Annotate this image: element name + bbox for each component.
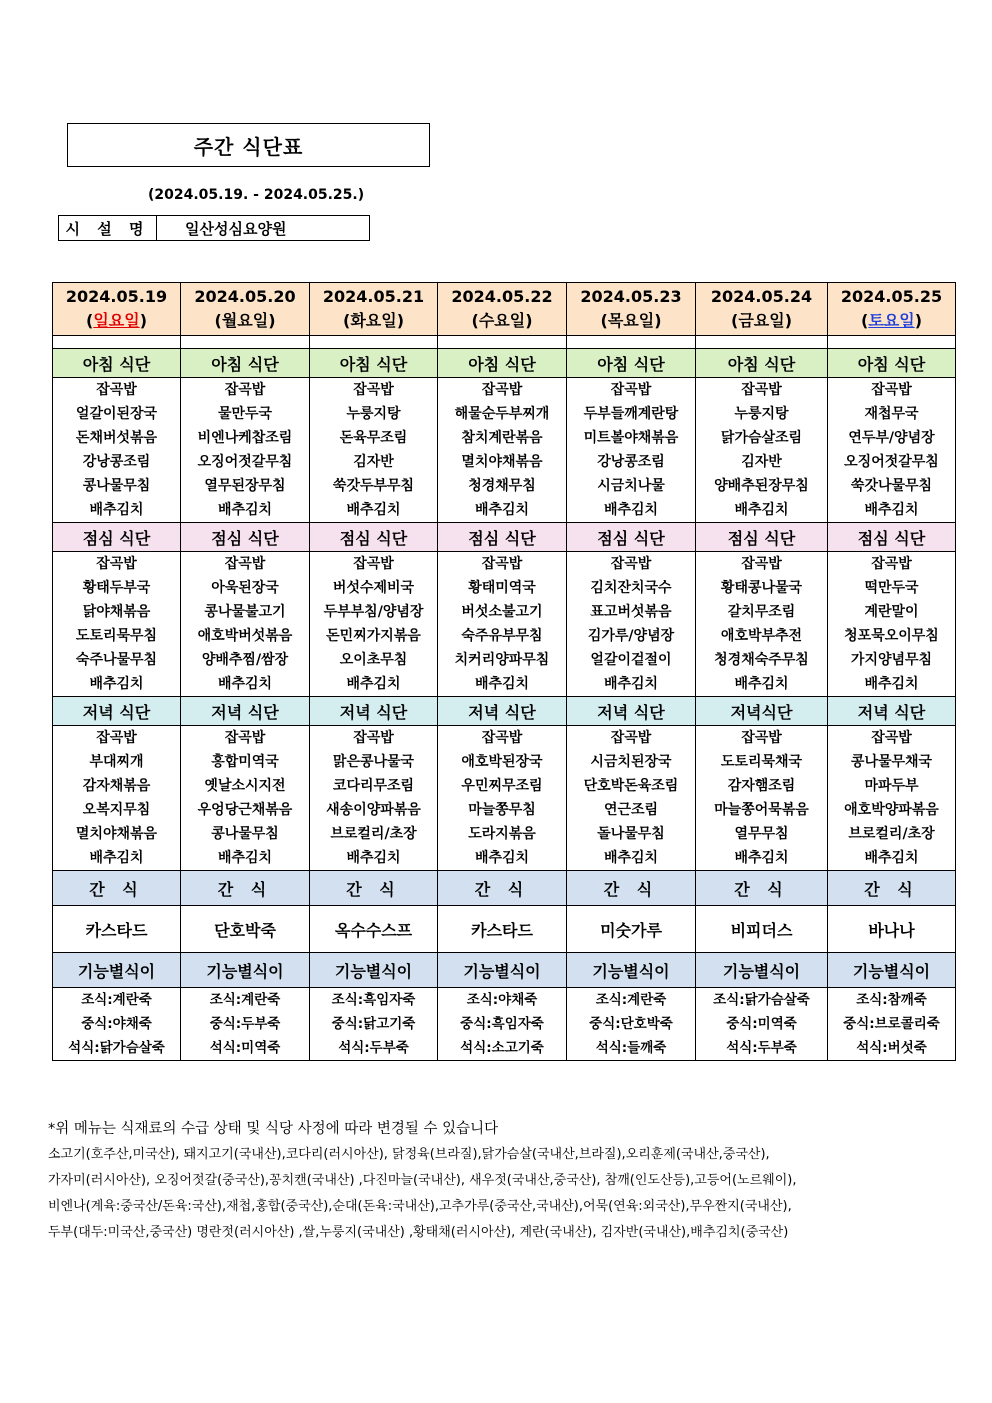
weekday-name: 목요일 [607, 311, 655, 330]
menu-item: 잡곡밥 [353, 730, 394, 746]
menu-item: 배추김치 [217, 850, 273, 866]
dinner-header: 저녁 식단 [181, 697, 310, 726]
lunch-header: 점심 식단 [696, 523, 828, 552]
notes-line: 가자미(러시아산), 오징어젓갈(중국산),꽁치캔(국내산) ,다진마늘(국내산), 새우젓(국내산,중국산), 참깨(인도산등),고등어(노르웨이), [48, 1173, 797, 1188]
menu-item: 배추김치 [603, 676, 659, 692]
weekday-name: 월요일 [221, 311, 269, 330]
menu-item: 비엔나케찹조림 [197, 430, 293, 446]
functional-header: 기능별식이 [438, 953, 567, 988]
breakfast-cell [438, 378, 567, 523]
page-title: 주간 식단표 [67, 123, 430, 167]
menu-item: 누룽지탕 [734, 406, 789, 422]
breakfast-cell [310, 378, 438, 523]
spacer-cell [696, 336, 828, 349]
menu-item: 배추김치 [734, 676, 789, 692]
menu-item: 표고버섯볶음 [590, 604, 672, 620]
menu-item: 배추김치 [89, 676, 144, 692]
lunch-header-row [53, 523, 956, 552]
snack-header: 간 식 [53, 871, 181, 906]
snack-header: 간 식 [696, 871, 828, 906]
functional-header: 기능별식이 [53, 953, 181, 988]
menu-item: 떡만두국 [864, 580, 919, 596]
menu-item: 닭가슴살조림 [720, 430, 803, 446]
snack-header: 간 식 [310, 871, 438, 906]
menu-item: 가지양념무침 [850, 652, 933, 668]
menu-item: 잡곡밥 [224, 556, 266, 572]
dinner-cell [828, 726, 956, 871]
menu-item: 잡곡밥 [481, 556, 523, 572]
breakfast-cell [181, 378, 310, 523]
dinner-header-row [53, 697, 956, 726]
menu-item: 돈육무조림 [339, 430, 408, 446]
dinner-header: 저녁 식단 [567, 697, 696, 726]
snack-header: 간 식 [567, 871, 696, 906]
weekday-text: (목요일) [600, 311, 662, 330]
weekday-text: (금요일) [731, 311, 792, 330]
dinner-header: 저녁 식단 [828, 697, 956, 726]
menu-item: 콩나물불고기 [204, 604, 286, 620]
menu-item: 숙주나물무침 [75, 652, 158, 668]
functional-header: 기능별식이 [310, 953, 438, 988]
snack-row [53, 906, 956, 953]
menu-item: 숙주유부무침 [461, 628, 543, 644]
menu-item: 잡곡밥 [353, 556, 394, 572]
breakfast-cell [696, 378, 828, 523]
menu-item: 배추김치 [603, 502, 659, 518]
menu-item: 배추김치 [864, 850, 919, 866]
functional-item: 중식:미역죽 [726, 1016, 797, 1032]
snack-item: 카스타드 [53, 906, 181, 953]
menu-item: 갈치무조림 [727, 604, 796, 620]
spacer-cell [310, 336, 438, 349]
snack-item: 옥수수스프 [310, 906, 438, 953]
date-row [53, 283, 956, 336]
date-cell [696, 283, 828, 336]
weekday-text: (일요일) [86, 311, 147, 330]
menu-item: 잡곡밥 [224, 730, 266, 746]
menu-item: 김가루/양념장 [587, 628, 675, 644]
date-text: 2024.05.21 [322, 287, 425, 306]
menu-item: 잡곡밥 [871, 556, 912, 572]
functional-item: 중식:야채죽 [81, 1016, 152, 1032]
menu-item: 돈민찌가지볶음 [326, 628, 421, 644]
lunch-cell [181, 552, 310, 697]
dinner-header: 저녁식단 [696, 697, 828, 726]
menu-item: 애호박된장국 [461, 754, 543, 770]
menu-item: 오복지무침 [82, 802, 151, 818]
lunch-cell [53, 552, 181, 697]
spacer-row [53, 336, 956, 349]
facility-value: 일산성심요양원 [185, 219, 287, 238]
menu-item: 버섯소불고기 [461, 604, 543, 620]
menu-item: 해물순두부찌개 [454, 406, 550, 422]
menu-item: 우엉당근채볶음 [197, 802, 293, 818]
functional-item: 중식:두부죽 [209, 1016, 281, 1032]
lunch-header: 점심 식단 [53, 523, 181, 552]
functional-cell [438, 988, 567, 1061]
functional-item: 조식:참깨죽 [856, 992, 927, 1008]
breakfast-header: 아침 식단 [828, 349, 956, 378]
breakfast-items-row [53, 378, 956, 523]
facility-box [58, 215, 370, 241]
menu-item: 잡곡밥 [224, 382, 266, 398]
functional-item: 석식:버섯죽 [856, 1040, 927, 1056]
lunch-items-row [53, 552, 956, 697]
menu-item: 홍합미역국 [211, 754, 279, 770]
snack-header: 간 식 [181, 871, 310, 906]
menu-item: 도토리묵무침 [75, 628, 158, 644]
meal-table [52, 282, 956, 1061]
menu-item: 쑥갓나물무침 [850, 478, 933, 494]
snack-item: 비피더스 [696, 906, 828, 953]
dinner-header: 저녁 식단 [438, 697, 567, 726]
menu-item: 잡곡밥 [353, 382, 394, 398]
lunch-header: 점심 식단 [438, 523, 567, 552]
menu-item: 잡곡밥 [610, 556, 652, 572]
notes-line: 비엔나(계육:중국산/돈육:국산),재첩,홍합(중국산),순대(돈육:국내산),고추가루(중국산,국내산),어묵(연육:외국산),무우짠지(국내산), [48, 1199, 792, 1214]
lunch-cell [696, 552, 828, 697]
snack-item: 바나나 [828, 906, 956, 953]
menu-item: 새송이양파볶음 [326, 802, 421, 818]
date-text: 2024.05.22 [451, 287, 553, 306]
menu-item: 청경채숙주무침 [714, 652, 809, 668]
snack-header-row [53, 871, 956, 906]
menu-item: 두부들깨계란탕 [583, 406, 679, 422]
functional-item: 조식:야채죽 [466, 992, 538, 1008]
lunch-cell [438, 552, 567, 697]
menu-item: 배추김치 [474, 502, 530, 518]
menu-item: 아욱된장국 [211, 580, 279, 596]
menu-item: 강낭콩조림 [597, 454, 665, 470]
lunch-cell [567, 552, 696, 697]
menu-item: 시금치나물 [597, 478, 665, 494]
menu-item: 김치잔치국수 [590, 580, 672, 596]
menu-item: 마파두부 [864, 778, 919, 794]
menu-item: 김자반 [353, 454, 394, 470]
menu-item: 콩나물무침 [82, 478, 151, 494]
functional-item: 석식:미역죽 [209, 1040, 281, 1056]
menu-item: 멸치야채볶음 [461, 454, 543, 470]
menu-item: 배추김치 [864, 676, 919, 692]
breakfast-header-row [53, 349, 956, 378]
menu-item: 배추김치 [346, 850, 401, 866]
menu-item: 배추김치 [603, 850, 659, 866]
spacer-cell [53, 336, 181, 349]
menu-item: 김자반 [741, 454, 782, 470]
menu-item: 애호박양파볶음 [844, 802, 939, 818]
menu-item: 열무무침 [734, 826, 789, 842]
menu-item: 닭야채볶음 [82, 604, 151, 620]
date-text: 2024.05.24 [710, 287, 813, 306]
dinner-cell [438, 726, 567, 871]
menu-item: 콩나물무채국 [850, 754, 933, 770]
menu-item: 계란말이 [864, 604, 919, 620]
menu-item: 브로컬리/초장 [848, 826, 935, 842]
lunch-header: 점심 식단 [828, 523, 956, 552]
functional-item: 석식:들깨죽 [595, 1040, 667, 1056]
menu-item: 배추김치 [217, 502, 273, 518]
menu-item: 얼갈이된장국 [75, 406, 158, 422]
facility-label: 시 설 명 [59, 216, 157, 240]
menu-item: 오징어젓갈무침 [844, 454, 939, 470]
menu-item: 배추김치 [474, 676, 530, 692]
breakfast-header: 아침 식단 [567, 349, 696, 378]
functional-item: 중식:닭고기죽 [331, 1016, 416, 1032]
functional-header: 기능별식이 [828, 953, 956, 988]
menu-item: 마늘쫑어묵볶음 [714, 802, 809, 818]
menu-item: 오이초무침 [339, 652, 408, 668]
menu-item: 강낭콩조림 [82, 454, 151, 470]
menu-item: 황태콩나물국 [720, 580, 803, 596]
dinner-items-row [53, 726, 956, 871]
dinner-cell [53, 726, 181, 871]
weekday-name: 수요일 [478, 311, 526, 330]
date-cell [438, 283, 567, 336]
menu-item: 양배추찜/쌈장 [201, 652, 289, 668]
menu-item: 브로컬리/초장 [330, 826, 417, 842]
menu-item: 황태미역국 [468, 580, 536, 596]
menu-item: 배추김치 [89, 502, 144, 518]
menu-item: 잡곡밥 [871, 730, 912, 746]
date-text: 2024.05.20 [194, 287, 296, 306]
breakfast-header: 아침 식단 [696, 349, 828, 378]
functional-header: 기능별식이 [181, 953, 310, 988]
functional-cell [696, 988, 828, 1061]
date-text: 2024.05.19 [65, 287, 168, 306]
functional-item: 중식:브로콜리죽 [843, 1016, 940, 1032]
spacer-cell [438, 336, 567, 349]
menu-item: 단호박돈육조림 [583, 778, 679, 794]
breakfast-cell [567, 378, 696, 523]
functional-item: 중식:단호박죽 [589, 1016, 673, 1032]
weekday-text: (수요일) [471, 311, 533, 330]
menu-item: 배추김치 [346, 502, 401, 518]
menu-item: 열무된장무침 [204, 478, 286, 494]
weekday-text: (화요일) [343, 311, 404, 330]
menu-item: 황태두부국 [82, 580, 151, 596]
lunch-header: 점심 식단 [181, 523, 310, 552]
functional-item: 조식:흑임자죽 [331, 992, 416, 1008]
menu-item: 코다리무조림 [332, 778, 415, 794]
menu-item: 콩나물무침 [211, 826, 279, 842]
menu-item: 멸치야채볶음 [75, 826, 158, 842]
menu-item: 애호박버섯볶음 [197, 628, 293, 644]
lunch-cell [310, 552, 438, 697]
dinner-cell [181, 726, 310, 871]
menu-item: 마늘쫑무침 [468, 802, 536, 818]
breakfast-cell [53, 378, 181, 523]
date-cell [310, 283, 438, 336]
lunch-header: 점심 식단 [567, 523, 696, 552]
date-cell [567, 283, 696, 336]
menu-item: 두부부침/양념장 [323, 604, 424, 620]
menu-item: 누룽지탕 [346, 406, 401, 422]
date-cell [53, 283, 181, 336]
menu-item: 부대찌개 [89, 754, 144, 770]
menu-item: 배추김치 [217, 676, 273, 692]
menu-item: 오징어젓갈무침 [197, 454, 293, 470]
menu-item: 맑은콩나물국 [332, 754, 415, 770]
menu-item: 옛날소시지전 [204, 778, 286, 794]
breakfast-header: 아침 식단 [438, 349, 567, 378]
dinner-cell [567, 726, 696, 871]
functional-item: 석식:소고기죽 [460, 1040, 544, 1056]
menu-item: 돈채버섯볶음 [75, 430, 158, 446]
menu-item: 잡곡밥 [741, 556, 782, 572]
snack-header: 간 식 [828, 871, 956, 906]
functional-cell [828, 988, 956, 1061]
menu-item: 애호박부추전 [720, 628, 803, 644]
functional-item: 석식:두부죽 [338, 1040, 409, 1056]
menu-item: 잡곡밥 [610, 730, 652, 746]
menu-item: 연근조림 [603, 802, 659, 818]
menu-item: 재첩무국 [864, 406, 919, 422]
breakfast-cell [828, 378, 956, 523]
notes-line: 소고기(호주산,미국산), 돼지고기(국내산),코다리(러시아산), 닭정육(브라질),닭가슴살(국내산,브라질),오리훈제(국내산,중국산), [48, 1147, 770, 1162]
date-cell [828, 283, 956, 336]
functional-header: 기능별식이 [696, 953, 828, 988]
menu-item: 우민찌무조림 [461, 778, 543, 794]
date-cell [181, 283, 310, 336]
menu-item: 치커리양파무침 [454, 652, 550, 668]
menu-item: 배추김치 [734, 850, 789, 866]
menu-item: 감자채볶음 [82, 778, 151, 794]
menu-item: 물만두국 [217, 406, 273, 422]
weekday-text: (토요일) [861, 311, 922, 330]
weekday-name: 금요일 [738, 311, 785, 330]
functional-item: 조식:닭가슴살죽 [713, 992, 810, 1008]
menu-item: 도토리묵채국 [720, 754, 803, 770]
weekday-text: (월요일) [214, 311, 276, 330]
menu-item: 잡곡밥 [481, 730, 523, 746]
breakfast-header: 아침 식단 [310, 349, 438, 378]
weekday-name: 화요일 [350, 311, 397, 330]
functional-item: 석식:닭가슴살죽 [68, 1040, 165, 1056]
menu-item: 참치계란볶음 [461, 430, 543, 446]
menu-item: 잡곡밥 [96, 556, 137, 572]
menu-item: 감자햄조림 [727, 778, 796, 794]
menu-item: 청경채무침 [468, 478, 536, 494]
menu-item: 잡곡밥 [481, 382, 523, 398]
breakfast-header: 아침 식단 [181, 349, 310, 378]
menu-item: 연두부/양념장 [848, 430, 935, 446]
weekday-name: 일요일 [93, 311, 140, 330]
menu-item: 돌나물무침 [597, 826, 665, 842]
spacer-cell [567, 336, 696, 349]
snack-item: 미숫가루 [567, 906, 696, 953]
breakfast-header: 아침 식단 [53, 349, 181, 378]
functional-row [53, 988, 956, 1061]
menu-item: 버섯수제비국 [332, 580, 415, 596]
functional-item: 조식:계란죽 [81, 992, 152, 1008]
menu-item: 얼갈이겉절이 [590, 652, 672, 668]
snack-item: 단호박죽 [181, 906, 310, 953]
menu-item: 시금치된장국 [590, 754, 672, 770]
functional-cell [310, 988, 438, 1061]
spacer-cell [181, 336, 310, 349]
dinner-header: 저녁 식단 [53, 697, 181, 726]
notes-line: 두부(대두:미국산,중국산) 명란젓(러시아산) ,쌀,누룽지(국내산) ,황태채(러시아산), 계란(국내산), 김자반(국내산),배추김치(중국산) [48, 1225, 789, 1240]
dinner-header: 저녁 식단 [310, 697, 438, 726]
spacer-cell [828, 336, 956, 349]
functional-item: 석식:두부죽 [726, 1040, 797, 1056]
menu-item: 배추김치 [89, 850, 144, 866]
weekday-name: 토요일 [868, 311, 915, 330]
date-text: 2024.05.23 [580, 287, 682, 306]
functional-item: 중식:흑임자죽 [460, 1016, 544, 1032]
dinner-cell [696, 726, 828, 871]
functional-cell [181, 988, 310, 1061]
menu-item: 배추김치 [474, 850, 530, 866]
menu-item: 잡곡밥 [741, 382, 782, 398]
lunch-header: 점심 식단 [310, 523, 438, 552]
date-text: 2024.05.25 [840, 287, 943, 306]
notes-heading: *위 메뉴는 식재료의 수급 상태 및 식당 사정에 따라 변경될 수 있습니다 [48, 1121, 499, 1137]
menu-item: 잡곡밥 [741, 730, 782, 746]
menu-item: 잡곡밥 [96, 382, 137, 398]
menu-item: 도라지볶음 [468, 826, 536, 842]
menu-item: 배추김치 [734, 502, 789, 518]
functional-cell [53, 988, 181, 1061]
notes [48, 1116, 968, 1246]
menu-item: 배추김치 [864, 502, 919, 518]
menu-item: 쑥갓두부무침 [332, 478, 415, 494]
menu-item: 잡곡밥 [96, 730, 137, 746]
menu-item: 잡곡밥 [871, 382, 912, 398]
lunch-cell [828, 552, 956, 697]
snack-item: 카스타드 [438, 906, 567, 953]
functional-item: 조식:계란죽 [595, 992, 667, 1008]
functional-header-row [53, 953, 956, 988]
menu-item: 양배추된장무침 [714, 478, 809, 494]
menu-item: 배추김치 [346, 676, 401, 692]
functional-cell [567, 988, 696, 1061]
menu-item: 청포묵오이무침 [844, 628, 939, 644]
dinner-cell [310, 726, 438, 871]
functional-item: 조식:계란죽 [209, 992, 281, 1008]
menu-item: 잡곡밥 [610, 382, 652, 398]
period-text: (2024.05.19. - 2024.05.25.) [148, 187, 365, 203]
menu-item: 미트볼야채볶음 [583, 430, 679, 446]
functional-header: 기능별식이 [567, 953, 696, 988]
snack-header: 간 식 [438, 871, 567, 906]
